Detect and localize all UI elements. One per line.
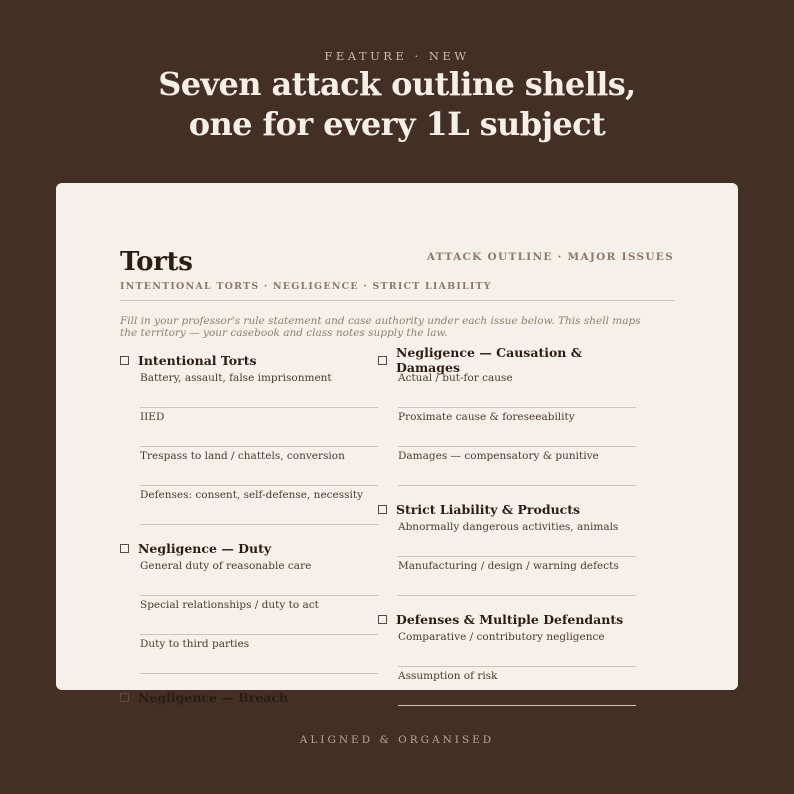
section-intentional-torts xyxy=(120,351,378,525)
right-column xyxy=(378,345,636,720)
outline-tag: ATTACK OUTLINE · MAJOR ISSUES xyxy=(426,251,674,263)
issue-item: Damages — compensatory & punitive xyxy=(398,447,636,486)
issue-item: Abnormally dangerous activities, animals xyxy=(398,518,636,557)
section-heading: Strict Liability & Products xyxy=(396,501,581,517)
issue-item: IIED xyxy=(140,408,378,447)
feature-eyebrow: FEATURE · NEW xyxy=(324,49,470,63)
section-strict-liability xyxy=(378,500,636,596)
headline-line-1: Seven attack outline shells, xyxy=(158,65,636,103)
outline-title: Torts xyxy=(120,247,193,277)
checkbox[interactable] xyxy=(120,693,129,702)
footer-tagline: ALIGNED & ORGANISED xyxy=(299,734,495,746)
checkbox[interactable] xyxy=(120,544,129,553)
checkbox[interactable] xyxy=(378,615,387,624)
checkbox[interactable] xyxy=(378,505,387,514)
outline-preview-card xyxy=(56,183,738,705)
outline-subtitle: INTENTIONAL TORTS · NEGLIGENCE · STRICT LIABILITY xyxy=(120,281,492,292)
checkbox[interactable] xyxy=(120,356,129,365)
section-negligence-duty xyxy=(120,539,378,674)
issue-item: Proximate cause & foreseeability xyxy=(398,408,636,447)
headline-line-2: one for every 1L subject xyxy=(188,105,606,143)
title-divider xyxy=(120,300,674,301)
issue-item: Special relationships / duty to act xyxy=(140,596,378,635)
section-heading: Negligence — Breach xyxy=(138,689,289,705)
issue-item: Actual / but-for cause xyxy=(398,369,636,408)
issue-item: Defenses: consent, self-defense, necessity xyxy=(140,486,378,525)
issue-item: Assumption of risk xyxy=(398,667,636,706)
issue-item: General duty of reasonable care xyxy=(140,557,378,596)
section-defenses xyxy=(378,610,636,706)
outline-intro: Fill in your professor's rule statement and case authority under each issue below. This shell maps the territory — your casebook and class notes supply the law. xyxy=(120,315,641,339)
issue-item: Manufacturing / design / warning defects xyxy=(398,557,636,596)
section-negligence-breach xyxy=(120,688,378,706)
section-heading: Negligence — Causation & Damages xyxy=(396,345,583,375)
issue-item: Trespass to land / chattels, conversion xyxy=(140,447,378,486)
section-heading: Negligence — Duty xyxy=(138,540,272,556)
left-column xyxy=(120,351,378,720)
issue-item: Duty to third parties xyxy=(140,635,378,674)
issue-item: Battery, assault, false imprisonment xyxy=(140,369,378,408)
section-heading: Intentional Torts xyxy=(138,352,257,368)
issue-item: Comparative / contributory negligence xyxy=(398,628,636,667)
checkbox[interactable] xyxy=(378,356,387,365)
headline xyxy=(0,64,794,144)
section-heading: Defenses & Multiple Defendants xyxy=(396,611,624,627)
section-causation-damages xyxy=(378,345,636,486)
